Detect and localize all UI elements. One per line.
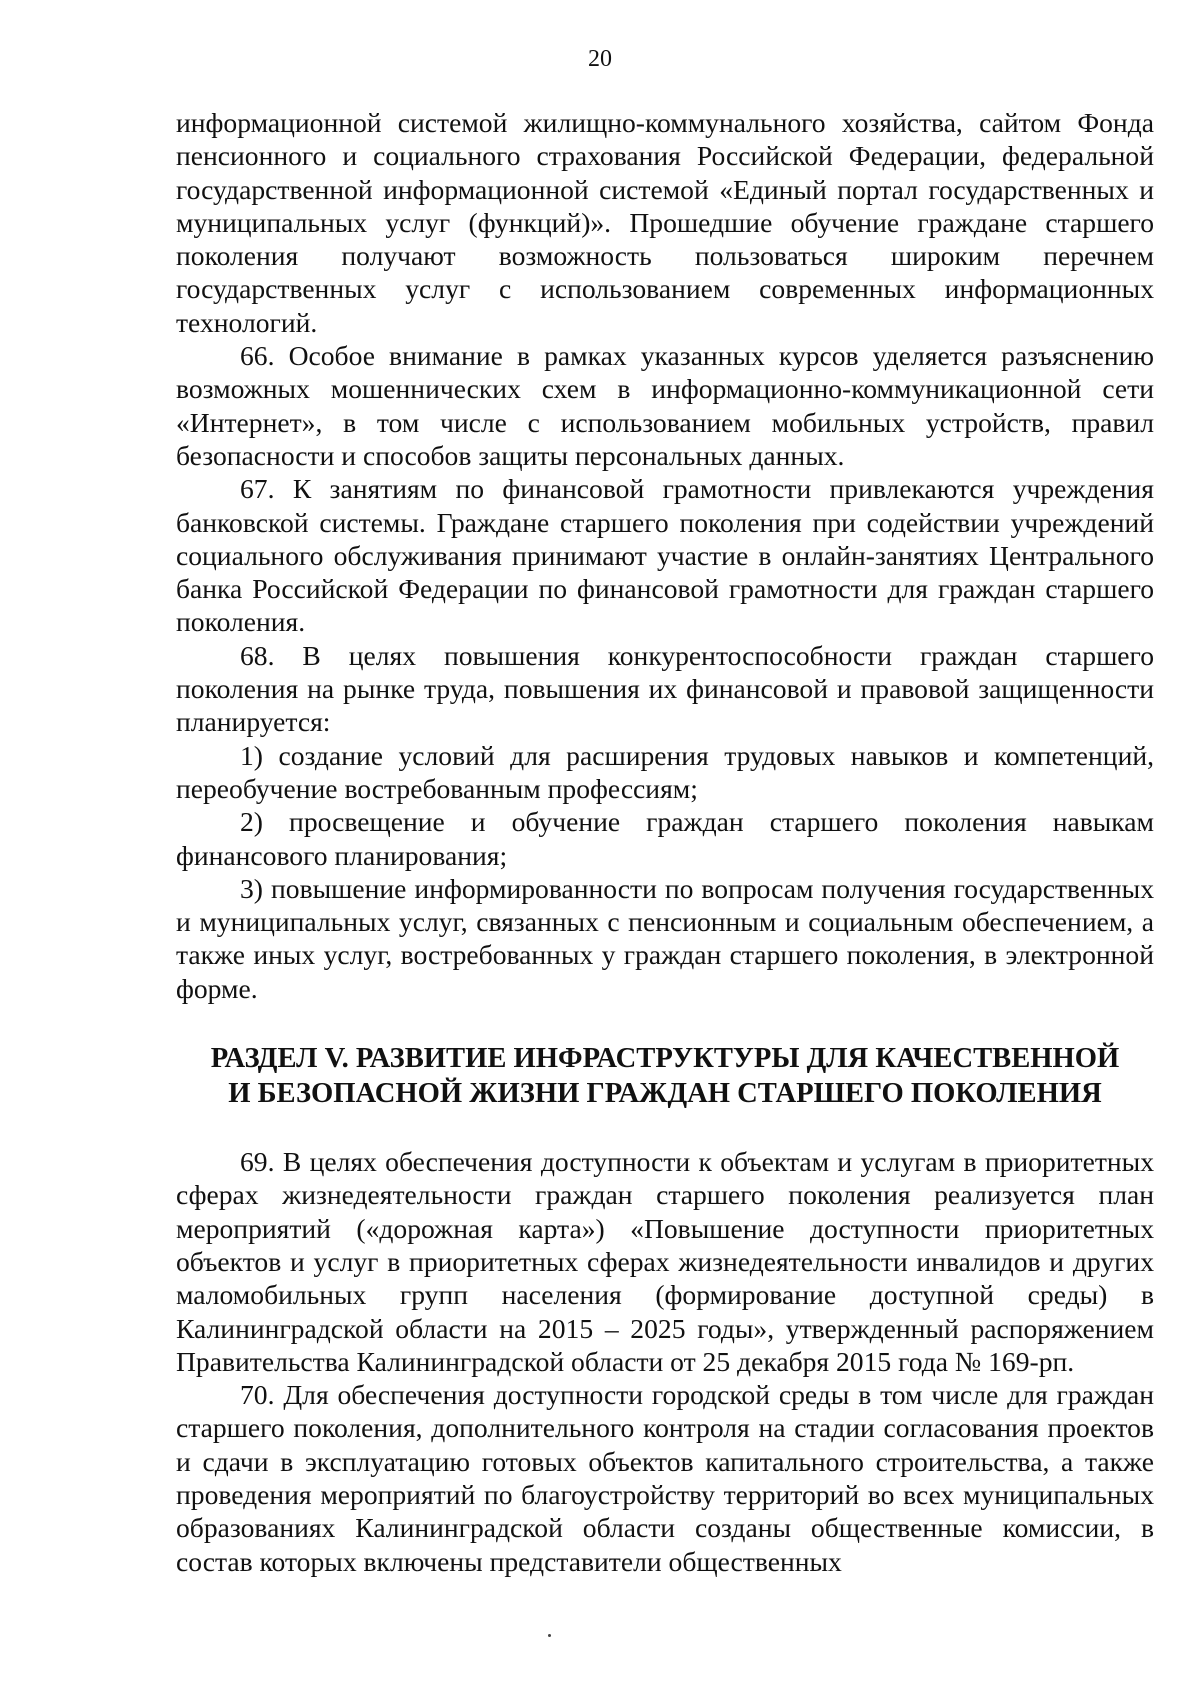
list-item-68-3: 3) повышение информированности по вопросам получения государственных и муниципальных услуг, связанных с пенсионным и социальным обеспечением, а также иных услуг, востребованных у граждан старшего поколения, в электронной форме.	[176, 872, 1154, 1004]
page-number: 20	[588, 46, 612, 72]
section-heading	[176, 1041, 1154, 1111]
section-heading-line-2: И БЕЗОПАСНОЙ ЖИЗНИ ГРАЖДАН СТАРШЕГО ПОКОЛЕНИЯ	[228, 1078, 1102, 1110]
paragraph-67: 67. К занятиям по финансовой грамотности привлекаются учреждения банковской системы. Граждане старшего поколения при содействии учреждений социального обслуживания принимают участие в онлайн-занятиях Центрального банка Российской Федерации по финансовой грамотности для граждан старшего поколения.	[176, 473, 1154, 638]
paragraph-66: 66. Особое внимание в рамках указанных курсов уделяется разъяснению возможных мошеннических схем в информационно-коммуникационной сети «Интернет», в том числе с использованием мобильных устройств, правил безопасности и способов защиты персональных данных.	[176, 340, 1154, 471]
scan-speck	[548, 1634, 551, 1637]
list-item-68-1: 1) создание условий для расширения трудовых навыков и компетенций, переобучение востребованным профессиям;	[176, 739, 1154, 804]
list-item-68-2: 2) просвещение и обучение граждан старшего поколения навыкам финансового планирования;	[176, 806, 1154, 871]
section-heading-line-1: РАЗДЕЛ V. РАЗВИТИЕ ИНФРАСТРУКТУРЫ ДЛЯ КАЧЕСТВЕННОЙ	[210, 1043, 1120, 1075]
paragraph-68: 68. В целях повышения конкурентоспособности граждан старшего поколения на рынке труда, повышения их финансовой и правовой защищенности планируется:	[176, 639, 1154, 738]
paragraph-70: 70. Для обеспечения доступности городской среды в том числе для граждан старшего поколения, дополнительного контроля на стадии согласования проектов и сдачи в эксплуатацию готовых объектов капитального строительства, а также проведения мероприятий по благоустройству территорий во всех муниципальных образованиях Калининградской области созданы общественные комиссии, в состав которых включены представители общественных	[176, 1379, 1154, 1577]
paragraph-continuation: информационной системой жилищно-коммунального хозяйства, сайтом Фонда пенсионного и социального страхования Российской Федерации, федеральной государственной информационной системой «Единый портал государственных и муниципальных услуг (функций)». Прошедшие обучение граждане старшего поколения получают возможность пользоваться широким перечнем государственных услуг с использованием современных информационных технологий.	[176, 107, 1154, 338]
paragraph-69: 69. В целях обеспечения доступности к объектам и услугам в приоритетных сферах жизнедеятельности граждан старшего поколения реализуется план мероприятий («дорожная карта») «Повышение доступности приоритетных объектов и услуг в приоритетных сферах жизнедеятельности инвалидов и других маломобильных групп населения (формирование доступной среды) в Калининградской области на 2015 – 2025 годы», утвержденный распоряжением Правительства Калининградской области от 25 декабря 2015 года № 169-рп.	[176, 1146, 1154, 1377]
document-body	[176, 106, 1154, 1578]
